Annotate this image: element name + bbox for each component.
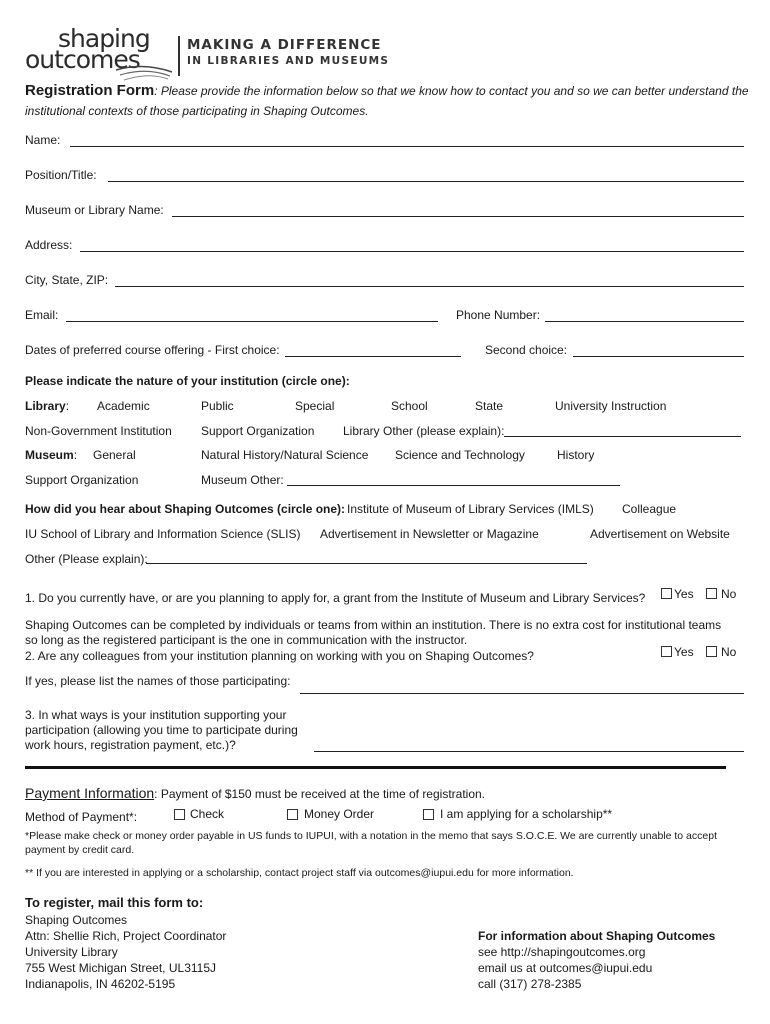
info-phone: call (317) 278-2385	[478, 977, 582, 991]
payment-text: : Payment of $150 must be received at the time of registration.	[154, 787, 486, 801]
q2-no-label: No	[721, 645, 737, 659]
question-3-line2: participation (allowing you time to participate during	[25, 723, 298, 737]
logo-swoosh-icon	[24, 60, 174, 82]
intro-line1	[25, 84, 749, 98]
check-label: Check	[190, 807, 225, 821]
library-other-label: Library Other (please explain):	[343, 424, 505, 438]
city-label: City, State, ZIP:	[25, 273, 109, 287]
mail-line: Indianapolis, IN 46202-5195	[25, 977, 176, 991]
logo-divider	[178, 36, 180, 76]
scholarship-label: I am applying for a scholarship**	[440, 807, 613, 821]
money-order-label: Money Order	[304, 807, 375, 821]
mail-line: University Library	[25, 945, 118, 959]
option-state[interactable]: State	[475, 399, 504, 413]
info-email[interactable]: email us at outcomes@iupui.edu	[478, 961, 653, 975]
second-choice-label: Second choice:	[485, 343, 568, 357]
info-heading: For information about Shaping Outcomes	[478, 929, 716, 943]
question-2: 2. Are any colleagues from your institution planning on working with you on Shaping Outcomes?	[25, 649, 534, 663]
logo-line1: shaping	[58, 24, 150, 53]
money-order-checkbox[interactable]	[287, 809, 298, 820]
question-3-field[interactable]	[314, 751, 744, 752]
phone-field[interactable]	[545, 321, 744, 322]
info-website[interactable]: see http://shapingoutcomes.org	[478, 945, 646, 959]
other-explain-field[interactable]	[146, 563, 587, 564]
mail-heading: To register, mail this form to:	[25, 895, 204, 910]
option-non-government[interactable]: Non-Government Institution	[25, 424, 172, 438]
museum-library-field[interactable]	[172, 216, 744, 217]
option-website[interactable]: Advertisement on Website	[590, 527, 730, 541]
first-choice-field[interactable]	[285, 356, 461, 357]
option-academic[interactable]: Academic	[97, 399, 150, 413]
question-1: 1. Do you currently have, or are you planning to apply for, a grant from the Institute of Museum and Library Services?	[25, 591, 646, 605]
teams-paragraph-2: so long as the registered participant is the one in communication with the instructor.	[25, 633, 468, 647]
museum-other-field[interactable]	[287, 485, 620, 486]
participants-field[interactable]	[300, 693, 744, 694]
q1-yes-label: Yes	[674, 587, 694, 601]
q1-no-label: No	[721, 587, 737, 601]
phone-label: Phone Number:	[456, 308, 541, 322]
name-label: Name:	[25, 133, 61, 147]
q2-yes-checkbox[interactable]	[661, 646, 672, 657]
option-special[interactable]: Special	[295, 399, 335, 413]
dates-label: Dates of preferred course offering - First choice:	[25, 343, 280, 357]
intro-text2: institutional contexts of those participating in Shaping Outcomes.	[25, 104, 369, 118]
option-school[interactable]: School	[391, 399, 428, 413]
address-label: Address:	[25, 238, 73, 252]
email-label: Email:	[25, 308, 59, 322]
mail-line: Shaping Outcomes	[25, 913, 128, 927]
teams-paragraph-1: Shaping Outcomes can be completed by individuals or teams from within an institution. There is no extra cost for institutional teams	[25, 618, 722, 632]
hear-heading: How did you hear about Shaping Outcomes (circle one):	[25, 502, 346, 516]
option-public[interactable]: Public	[201, 399, 234, 413]
payment-note-1a: *Please make check or money order payable in US funds to IUPUI, with a notation in the memo that says S.O.C.E. We are currently unable to accept	[25, 830, 717, 842]
option-science-technology[interactable]: Science and Technology	[395, 448, 525, 462]
museum-other-label: Museum Other:	[201, 473, 284, 487]
option-university-instruction[interactable]: University Instruction	[555, 399, 667, 413]
option-slis[interactable]: IU School of Library and Information Science (SLIS)	[25, 527, 301, 541]
option-imls[interactable]: Institute of Museum of Library Services (IMLS)	[347, 502, 594, 516]
q1-no-checkbox[interactable]	[706, 588, 717, 599]
email-field[interactable]	[66, 321, 438, 322]
form-title: Registration Form	[25, 82, 155, 99]
mail-line: 755 West Michigan Street, UL3115J	[25, 961, 216, 975]
mail-line: Attn: Shellie Rich, Project Coordinator	[25, 929, 227, 943]
option-support-organization-museum[interactable]: Support Organization	[25, 473, 139, 487]
payment-line	[25, 786, 485, 801]
option-colleague[interactable]: Colleague	[622, 502, 677, 516]
library-label: Library:	[25, 399, 70, 413]
method-label: Method of Payment*:	[25, 810, 138, 824]
museum-library-label: Museum or Library Name:	[25, 203, 164, 217]
other-explain-label: Other (Please explain):	[25, 552, 148, 566]
name-field[interactable]	[70, 146, 744, 147]
check-checkbox[interactable]	[174, 809, 185, 820]
q1-yes-checkbox[interactable]	[661, 588, 672, 599]
option-support-organization-library[interactable]: Support Organization	[201, 424, 315, 438]
option-general[interactable]: General	[93, 448, 136, 462]
address-field[interactable]	[80, 251, 744, 252]
participants-label: If yes, please list the names of those participating:	[25, 674, 291, 688]
q2-yes-label: Yes	[674, 645, 694, 659]
payment-heading: Payment Information	[25, 785, 155, 801]
museum-label: Museum:	[25, 448, 78, 462]
institution-heading: Please indicate the nature of your institution (circle one):	[25, 374, 350, 388]
payment-note-2: ** If you are interested in applying or a scholarship, contact project staff via outcomes@iupui.edu for more information.	[25, 867, 574, 879]
option-newsletter[interactable]: Advertisement in Newsletter or Magazine	[320, 527, 539, 541]
library-other-field[interactable]	[504, 436, 741, 437]
logo-tagline2: IN LIBRARIES AND MUSEUMS	[187, 55, 390, 67]
q2-no-checkbox[interactable]	[706, 646, 717, 657]
logo-line2: outcomes	[25, 45, 140, 74]
option-natural-history[interactable]: Natural History/Natural Science	[201, 448, 369, 462]
logo-tagline1: MAKING A DIFFERENCE	[187, 37, 382, 53]
option-history[interactable]: History	[557, 448, 595, 462]
scholarship-checkbox[interactable]	[423, 809, 434, 820]
position-field[interactable]	[108, 181, 744, 182]
second-choice-field[interactable]	[573, 356, 744, 357]
position-label: Position/Title:	[25, 168, 97, 182]
section-divider	[25, 766, 726, 769]
payment-note-1b: payment by credit card.	[25, 844, 135, 856]
intro-text1: : Please provide the information below so that we know how to contact you and so we can better understand the	[154, 84, 749, 98]
question-3-line3: work hours, registration payment, etc.)?	[25, 738, 236, 752]
question-3-line1: 3. In what ways is your institution supporting your	[25, 708, 287, 722]
city-field[interactable]	[115, 286, 744, 287]
